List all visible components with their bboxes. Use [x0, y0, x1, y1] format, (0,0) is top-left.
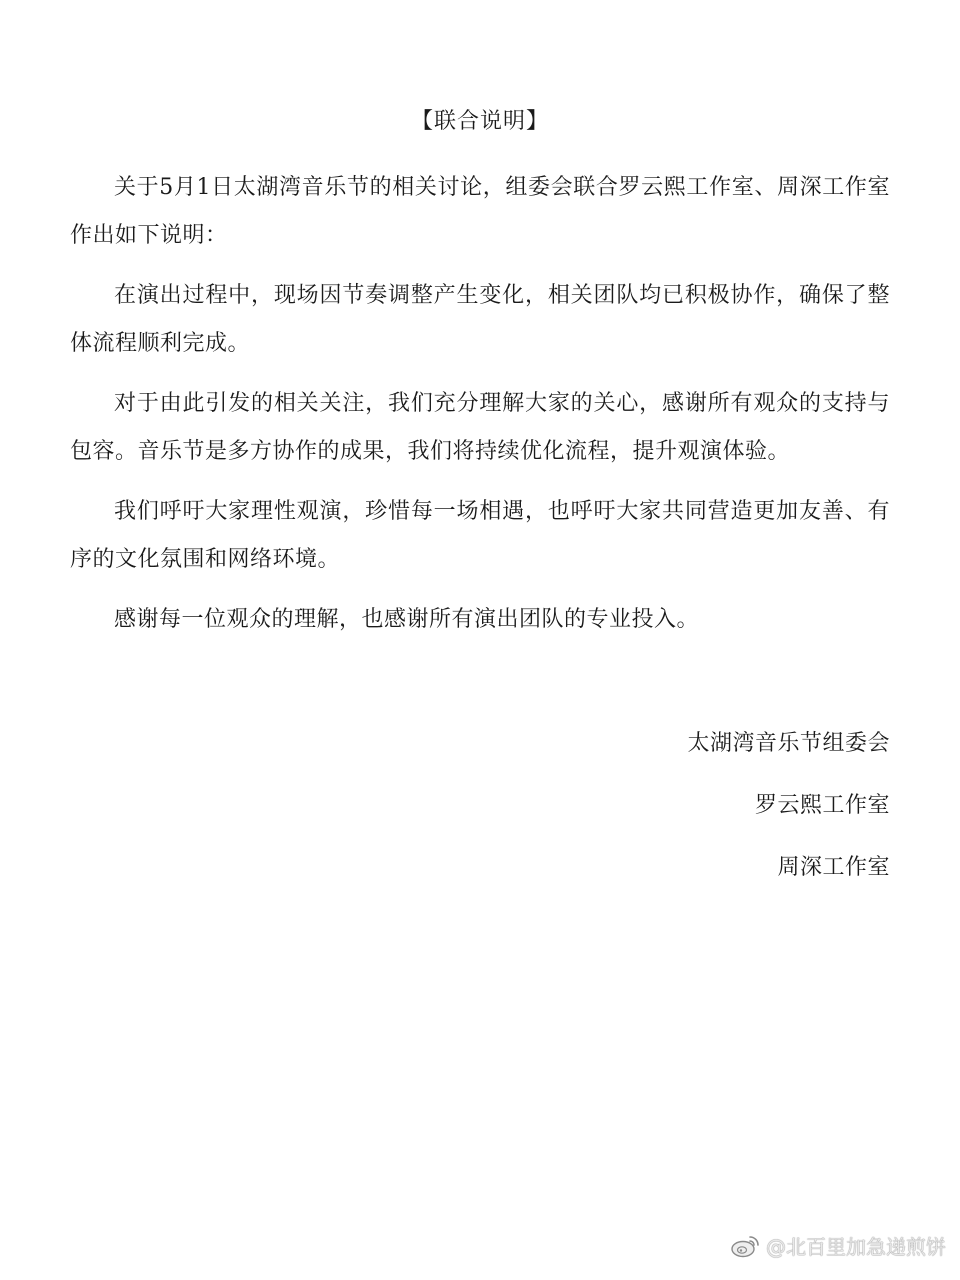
signature-organizer: 太湖湾音乐节组委会 — [687, 731, 890, 756]
document-title: 【联合说明】 — [410, 109, 549, 134]
paragraph-2: 在演出过程中，现场因节奏调整产生变化，相关团队均已积极协作，确保了整体流程顺利完成。 — [70, 283, 890, 356]
watermark — [730, 1231, 946, 1260]
signature-studio-1: 罗云熙工作室 — [754, 793, 890, 818]
watermark-handle: @北百里加急递煎饼 — [766, 1235, 946, 1259]
paragraph-3: 对于由此引发的相关关注，我们充分理解大家的关心，感谢所有观众的支持与包容。音乐节是多方协作的成果，我们将持续优化流程，提升观演体验。 — [70, 391, 890, 464]
paragraph-4: 我们呼吁大家理性观演，珍惜每一场相遇，也呼吁大家共同营造更加友善、有序的文化氛围和网络环境。 — [70, 499, 890, 572]
paragraph-1: 关于5月1日太湖湾音乐节的相关讨论，组委会联合罗云熙工作室、周深工作室作出如下说明： — [70, 175, 890, 248]
weibo-icon — [730, 1234, 760, 1258]
signature-studio-2: 周深工作室 — [777, 855, 890, 880]
paragraph-5: 感谢每一位观众的理解，也感谢所有演出团队的专业投入。 — [114, 607, 700, 632]
